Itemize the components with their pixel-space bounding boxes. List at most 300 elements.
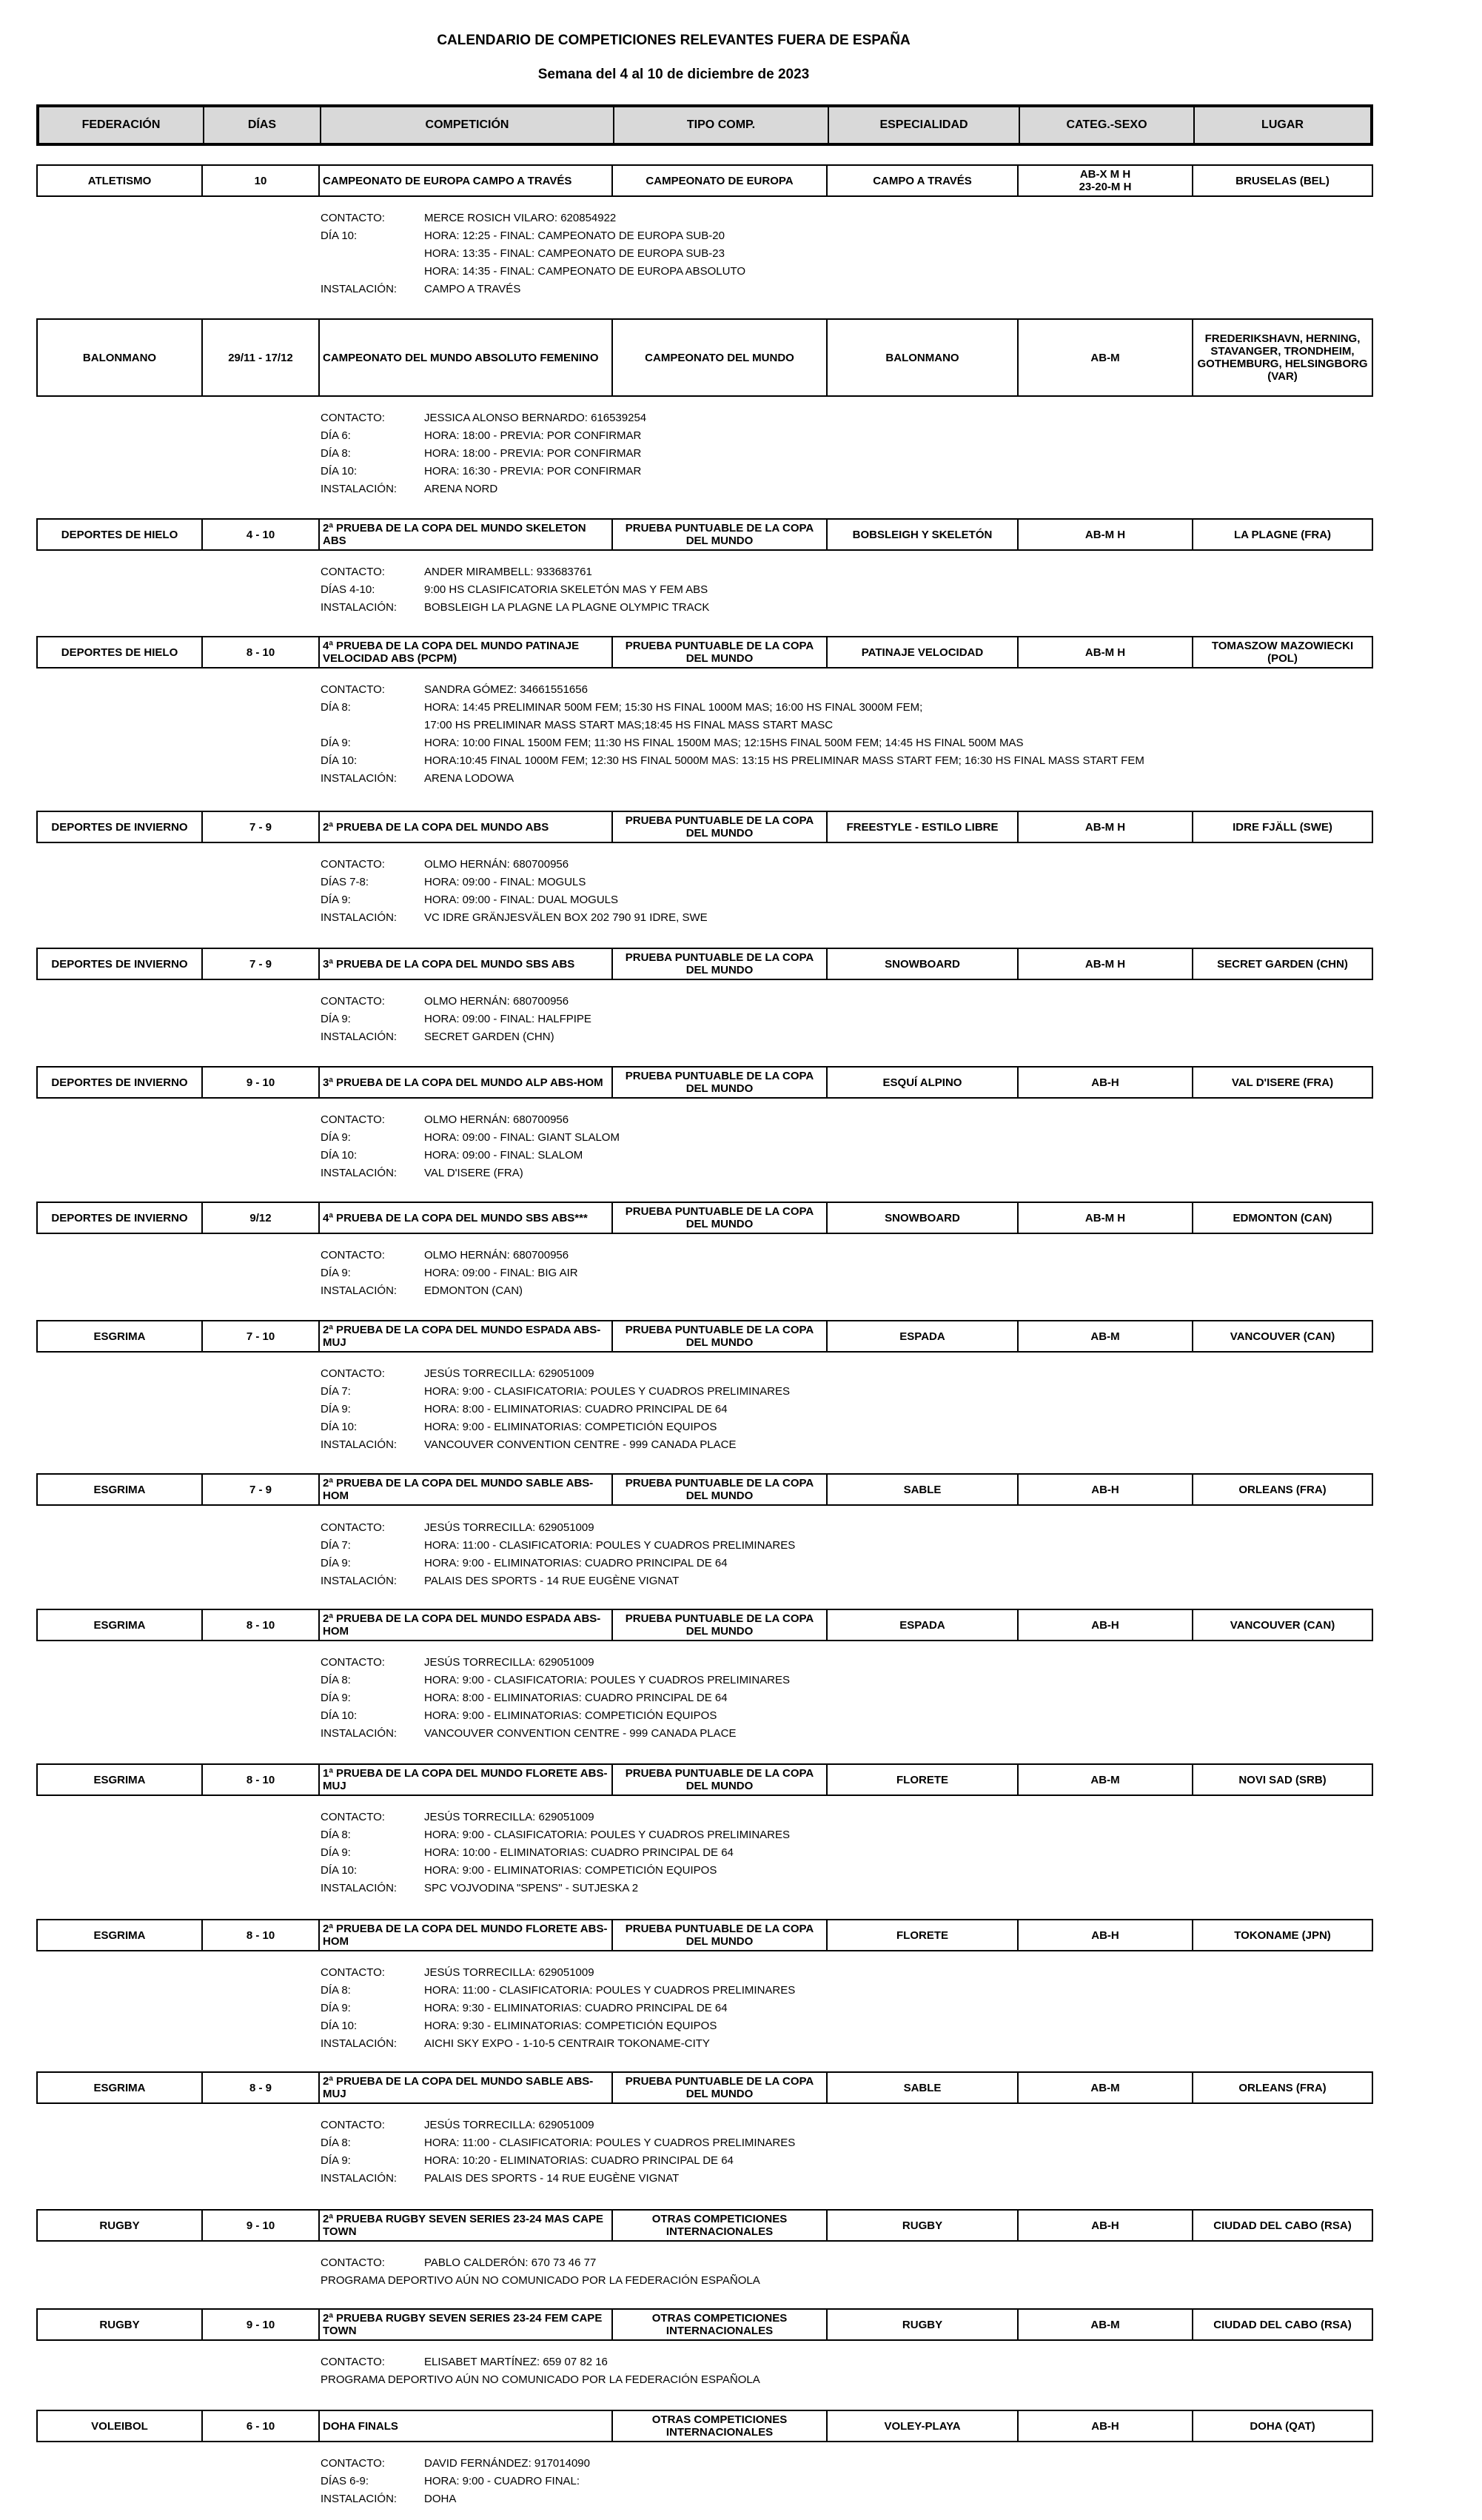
detail-line bbox=[321, 581, 709, 599]
cell-competicion: 4ª PRUEBA DE LA COPA DEL MUNDO PATINAJE VELOCIDAD ABS (PCPM) bbox=[320, 637, 613, 667]
cell-federacion: ATLETISMO bbox=[38, 166, 203, 195]
detail-value: HORA: 18:00 - PREVIA: POR CONFIRMAR bbox=[424, 429, 642, 442]
cell-categ: AB-H bbox=[1019, 1475, 1193, 1504]
header-dias: DÍAS bbox=[204, 107, 321, 143]
cell-especialidad: CAMPO A TRAVÉS bbox=[828, 166, 1019, 195]
cell-tipo: PRUEBA PUNTUABLE DE LA COPA DEL MUNDO bbox=[613, 1475, 828, 1504]
detail-label: DÍA 9: bbox=[321, 1403, 351, 1415]
detail-value: HORA: 10:00 FINAL 1500M FEM; 11:30 HS FINAL 1500M MAS; 12:15HS FINAL 500M FEM; 14:45 HS FINAL 500M MAS bbox=[424, 737, 1024, 749]
cell-lugar: VAL D'ISERE (FRA) bbox=[1231, 1076, 1334, 1089]
detail-value: JESÚS TORRECILLA: 629051009 bbox=[424, 1656, 594, 1669]
detail-value: JESÚS TORRECILLA: 629051009 bbox=[424, 1966, 594, 1979]
table-row bbox=[36, 636, 1373, 668]
cell-especialidad: ESQUÍ ALPINO bbox=[828, 1068, 1019, 1097]
cell-tipo: PRUEBA PUNTUABLE DE LA COPA DEL MUNDO bbox=[613, 637, 828, 667]
detail-label: CONTACTO: bbox=[321, 212, 385, 224]
detail-label: DÍAS 6-9: bbox=[321, 2475, 369, 2487]
detail-label: CONTACTO: bbox=[321, 858, 385, 871]
page-subtitle: Semana del 4 al 10 de diciembre de 2023 bbox=[537, 67, 810, 82]
detail-label: DÍA 10: bbox=[321, 754, 358, 767]
detail-line bbox=[321, 445, 646, 463]
detail-label: INSTALACIÓN: bbox=[321, 1438, 398, 1451]
event-details bbox=[321, 681, 1144, 788]
cell-especialidad: PATINAJE VELOCIDAD bbox=[828, 637, 1019, 667]
detail-line bbox=[321, 2170, 795, 2188]
detail-label: INSTALACIÓN: bbox=[321, 1167, 398, 1179]
cell-competicion: 2ª PRUEBA RUGBY SEVEN SERIES 23-24 MAS CAPE TOWN bbox=[320, 2211, 613, 2240]
detail-line bbox=[321, 2254, 760, 2272]
detail-label: DÍA 10: bbox=[321, 229, 358, 242]
detail-label: DÍA 9: bbox=[321, 1557, 351, 1569]
cell-tipo: PRUEBA PUNTUABLE DE LA COPA DEL MUNDO bbox=[613, 1765, 828, 1795]
detail-value: HORA: 9:00 - ELIMINATORIAS: COMPETICIÓN EQUIPOS bbox=[424, 1421, 717, 1433]
cell-dias: 7 - 9 bbox=[203, 1475, 320, 1504]
cell-federacion: ESGRIMA bbox=[38, 1920, 203, 1950]
event-details bbox=[321, 1365, 790, 1454]
cell-lugar: ORLEANS (FRA) bbox=[1238, 2081, 1327, 2094]
cell-tipo: CAMPEONATO DEL MUNDO bbox=[613, 320, 828, 395]
detail-value: VANCOUVER CONVENTION CENTRE - 999 CANADA PLACE bbox=[424, 1727, 737, 1740]
cell-competicion: 1ª PRUEBA DE LA COPA DEL MUNDO FLORETE ABS-MUJ bbox=[320, 1765, 613, 1795]
detail-label: INSTALACIÓN: bbox=[321, 772, 398, 785]
detail-label: CONTACTO: bbox=[321, 2256, 385, 2269]
detail-line bbox=[321, 2000, 795, 2017]
detail-value: HORA: 09:00 - FINAL: DUAL MOGULS bbox=[424, 894, 619, 906]
detail-value: HORA: 9:00 - ELIMINATORIAS: COMPETICIÓN EQUIPOS bbox=[424, 1864, 717, 1877]
detail-label: CONTACTO: bbox=[321, 2356, 385, 2368]
table-row bbox=[36, 2410, 1373, 2442]
detail-label: CONTACTO: bbox=[321, 412, 385, 424]
cell-especialidad: SABLE bbox=[828, 2073, 1019, 2102]
detail-line bbox=[321, 281, 745, 298]
detail-value: HORA: 9:30 - ELIMINATORIAS: COMPETICIÓN EQUIPOS bbox=[424, 2020, 717, 2032]
detail-line bbox=[321, 427, 646, 445]
detail-line bbox=[321, 1880, 790, 1897]
cell-categ: AB-H bbox=[1019, 1068, 1193, 1097]
detail-label: DÍA 8: bbox=[321, 1674, 351, 1686]
event-details bbox=[321, 2117, 795, 2188]
cell-tipo: PRUEBA PUNTUABLE DE LA COPA DEL MUNDO bbox=[613, 1920, 828, 1950]
detail-line bbox=[321, 909, 708, 927]
detail-label: DÍA 8: bbox=[321, 1829, 351, 1841]
event-details bbox=[321, 993, 591, 1046]
cell-tipo: PRUEBA PUNTUABLE DE LA COPA DEL MUNDO bbox=[613, 2073, 828, 2102]
cell-especialidad: FLORETE bbox=[828, 1765, 1019, 1795]
cell-lugar: TOKONAME (JPN) bbox=[1234, 1928, 1331, 1942]
cell-lugar: ORLEANS (FRA) bbox=[1238, 1483, 1327, 1496]
detail-value: HORA: 9:00 - CLASIFICATORIA: POULES Y CUADROS PRELIMINARES bbox=[424, 1674, 791, 1686]
detail-line bbox=[321, 1555, 795, 1572]
detail-label: DÍA 9: bbox=[321, 894, 351, 906]
cell-competicion: 2ª PRUEBA DE LA COPA DEL MUNDO ESPADA ABS-MUJ bbox=[320, 1321, 613, 1351]
cell-federacion: ESGRIMA bbox=[38, 1475, 203, 1504]
detail-label: CONTACTO: bbox=[321, 1966, 385, 1979]
detail-value: HORA: 11:00 - CLASIFICATORIA: POULES Y CUADROS PRELIMINARES bbox=[424, 1539, 796, 1552]
detail-label: DÍAS 7-8: bbox=[321, 876, 369, 888]
detail-label bbox=[321, 245, 424, 263]
detail-value: HORA: 09:00 - FINAL: SLALOM bbox=[424, 1149, 583, 1162]
cell-categ: AB-H bbox=[1019, 1920, 1193, 1950]
cell-lugar: NOVI SAD (SRB) bbox=[1238, 1773, 1327, 1786]
table-row bbox=[36, 318, 1373, 397]
detail-value: JESÚS TORRECILLA: 629051009 bbox=[424, 2119, 594, 2131]
event-details bbox=[321, 409, 646, 498]
detail-line bbox=[321, 699, 1144, 717]
cell-categ: AB-H bbox=[1019, 1610, 1193, 1640]
detail-line bbox=[321, 245, 745, 263]
detail-line bbox=[321, 2152, 795, 2170]
detail-value: PALAIS DES SPORTS - 14 RUE EUGÈNE VIGNAT bbox=[424, 2172, 680, 2185]
detail-value: HORA: 9:00 - CUADRO FINAL: bbox=[424, 2475, 580, 2487]
cell-especialidad: FREESTYLE - ESTILO LIBRE bbox=[828, 812, 1019, 842]
detail-value: CAMPO A TRAVÉS bbox=[424, 283, 521, 295]
detail-line bbox=[321, 210, 745, 227]
detail-value: OLMO HERNÁN: 680700956 bbox=[424, 995, 569, 1008]
table-row bbox=[36, 948, 1373, 980]
detail-value: HORA: 9:00 - CLASIFICATORIA: POULES Y CUADROS PRELIMINARES bbox=[424, 1385, 791, 1398]
detail-value: HORA:10:45 FINAL 1000M FEM; 12:30 HS FINAL 5000M MAS: 13:15 HS PRELIMINAR MASS START FEM; 16:30 HS FINAL MASS START FEM bbox=[424, 754, 1144, 767]
detail-line bbox=[321, 2117, 795, 2134]
cell-competicion: 3ª PRUEBA DE LA COPA DEL MUNDO SBS ABS bbox=[320, 949, 613, 979]
detail-line bbox=[321, 1111, 620, 1129]
detail-value: HORA: 12:25 - FINAL: CAMPEONATO DE EUROPA SUB-20 bbox=[424, 229, 725, 242]
detail-label: DÍA 9: bbox=[321, 1692, 351, 1704]
cell-dias: 8 - 10 bbox=[203, 1610, 320, 1640]
detail-line bbox=[321, 263, 745, 281]
detail-line bbox=[321, 1365, 790, 1383]
detail-label: CONTACTO: bbox=[321, 566, 385, 578]
detail-label: DÍA 10: bbox=[321, 1421, 358, 1433]
cell-categ: AB-M H bbox=[1019, 1203, 1193, 1233]
detail-value: ELISABET MARTÍNEZ: 659 07 82 16 bbox=[424, 2356, 608, 2368]
detail-line bbox=[321, 874, 708, 891]
cell-federacion: DEPORTES DE HIELO bbox=[38, 637, 203, 667]
table-row bbox=[36, 2308, 1373, 2341]
cell-tipo: PRUEBA PUNTUABLE DE LA COPA DEL MUNDO bbox=[613, 520, 828, 549]
cell-lugar: VANCOUVER (CAN) bbox=[1230, 1618, 1335, 1632]
detail-line bbox=[321, 1418, 790, 1436]
detail-line bbox=[321, 227, 745, 245]
detail-value: PABLO CALDERÓN: 670 73 46 77 bbox=[424, 2256, 597, 2269]
cell-categ: AB-H bbox=[1019, 2211, 1193, 2240]
table-row bbox=[36, 1066, 1373, 1099]
detail-line bbox=[321, 1654, 790, 1672]
detail-label: INSTALACIÓN: bbox=[321, 1031, 398, 1043]
detail-value: HORA: 8:00 - ELIMINATORIAS: CUADRO PRINCIPAL DE 64 bbox=[424, 1403, 728, 1415]
detail-label: CONTACTO: bbox=[321, 2119, 385, 2131]
detail-label: INSTALACIÓN: bbox=[321, 283, 398, 295]
cell-federacion: RUGBY bbox=[38, 2310, 203, 2339]
detail-label: CONTACTO: bbox=[321, 1367, 385, 1380]
cell-federacion: ESGRIMA bbox=[38, 1610, 203, 1640]
event-details bbox=[321, 1247, 578, 1300]
cell-federacion: DEPORTES DE INVIERNO bbox=[38, 1203, 203, 1233]
cell-dias: 29/11 - 17/12 bbox=[203, 320, 320, 395]
detail-label: DÍA 8: bbox=[321, 1984, 351, 1997]
detail-value: HORA: 09:00 - FINAL: GIANT SLALOM bbox=[424, 1131, 620, 1144]
detail-value: SECRET GARDEN (CHN) bbox=[424, 1031, 554, 1043]
header-especialidad: ESPECIALIDAD bbox=[829, 107, 1020, 143]
cell-dias: 4 - 10 bbox=[203, 520, 320, 549]
detail-line bbox=[321, 1247, 578, 1264]
cell-dias: 9 - 10 bbox=[203, 2211, 320, 2240]
header-lugar: LUGAR bbox=[1261, 118, 1304, 131]
cell-especialidad: SNOWBOARD bbox=[828, 949, 1019, 979]
event-details bbox=[321, 210, 745, 298]
detail-line bbox=[321, 1844, 790, 1862]
detail-line bbox=[321, 891, 708, 909]
detail-value: DOHA bbox=[424, 2493, 457, 2505]
cell-lugar: DOHA (QAT) bbox=[1250, 2419, 1315, 2433]
detail-line bbox=[321, 1383, 790, 1401]
header-categ: CATEG.-SEXO bbox=[1020, 107, 1195, 143]
detail-line bbox=[321, 1011, 591, 1028]
cell-federacion: DEPORTES DE INVIERNO bbox=[38, 812, 203, 842]
detail-label: DÍAS 4-10: bbox=[321, 583, 375, 596]
detail-value: HORA: 16:30 - PREVIA: POR CONFIRMAR bbox=[424, 465, 642, 477]
cell-categ: AB-M H bbox=[1019, 520, 1193, 549]
detail-label bbox=[321, 263, 424, 281]
cell-dias: 7 - 9 bbox=[203, 812, 320, 842]
detail-value: EDMONTON (CAN) bbox=[424, 1284, 523, 1297]
detail-line bbox=[321, 2134, 795, 2152]
cell-federacion: ESGRIMA bbox=[38, 1321, 203, 1351]
event-details bbox=[321, 1111, 620, 1182]
cell-lugar: BRUSELAS (BEL) bbox=[1235, 174, 1330, 187]
cell-tipo: PRUEBA PUNTUABLE DE LA COPA DEL MUNDO bbox=[613, 949, 828, 979]
detail-label: INSTALACIÓN: bbox=[321, 1575, 398, 1587]
table-header bbox=[36, 104, 1373, 146]
detail-line bbox=[321, 1519, 795, 1537]
detail-line bbox=[321, 1707, 790, 1725]
detail-value: MERCE ROSICH VILARO: 620854922 bbox=[424, 212, 617, 224]
table-row bbox=[36, 2071, 1373, 2104]
detail-value: PROGRAMA DEPORTIVO AÚN NO COMUNICADO POR LA FEDERACIÓN ESPAÑOLA bbox=[321, 2274, 760, 2287]
detail-value: OLMO HERNÁN: 680700956 bbox=[424, 1249, 569, 1261]
cell-especialidad: VOLEY-PLAYA bbox=[828, 2411, 1019, 2441]
detail-value: HORA: 13:35 - FINAL: CAMPEONATO DE EUROPA SUB-23 bbox=[424, 247, 725, 260]
cell-especialidad: FLORETE bbox=[828, 1920, 1019, 1950]
detail-value: HORA: 11:00 - CLASIFICATORIA: POULES Y CUADROS PRELIMINARES bbox=[424, 2137, 796, 2149]
header-federacion: FEDERACIÓN bbox=[39, 107, 204, 143]
detail-value: JESSICA ALONSO BERNARDO: 616539254 bbox=[424, 412, 647, 424]
detail-line bbox=[321, 1725, 790, 1743]
detail-value: HORA: 10:20 - ELIMINATORIAS: CUADRO PRINCIPAL DE 64 bbox=[424, 2154, 734, 2167]
detail-value: HORA: 9:30 - ELIMINATORIAS: CUADRO PRINCIPAL DE 64 bbox=[424, 2002, 728, 2014]
detail-line bbox=[321, 563, 709, 581]
header-tipo: TIPO COMP. bbox=[614, 107, 829, 143]
detail-value: ANDER MIRAMBELL: 933683761 bbox=[424, 566, 592, 578]
cell-federacion: VOLEIBOL bbox=[38, 2411, 203, 2441]
detail-label: CONTACTO: bbox=[321, 1811, 385, 1823]
detail-value: HORA: 14:45 PRELIMINAR 500M FEM; 15:30 HS FINAL 1000M MAS; 16:00 HS FINAL 3000M FEM; bbox=[424, 701, 923, 714]
detail-line bbox=[321, 1964, 795, 1982]
detail-line bbox=[321, 1537, 795, 1555]
detail-label: INSTALACIÓN: bbox=[321, 1284, 398, 1297]
detail-line bbox=[321, 856, 708, 874]
table-row bbox=[36, 811, 1373, 843]
table-row bbox=[36, 1609, 1373, 1641]
cell-categ: AB-X M H 23-20-M H bbox=[1019, 166, 1193, 195]
detail-line bbox=[321, 2473, 590, 2490]
table-row bbox=[36, 1473, 1373, 1506]
cell-especialidad: RUGBY bbox=[828, 2310, 1019, 2339]
cell-dias: 8 - 10 bbox=[203, 1765, 320, 1795]
detail-label: DÍA 9: bbox=[321, 737, 351, 749]
detail-value: HORA: 9:00 - ELIMINATORIAS: COMPETICIÓN EQUIPOS bbox=[424, 1709, 717, 1722]
detail-label: DÍA 10: bbox=[321, 1864, 358, 1877]
detail-line bbox=[321, 2017, 795, 2035]
detail-line bbox=[321, 1809, 790, 1826]
detail-label: DÍA 8: bbox=[321, 701, 351, 714]
detail-line bbox=[321, 1689, 790, 1707]
cell-tipo: PRUEBA PUNTUABLE DE LA COPA DEL MUNDO bbox=[613, 1321, 828, 1351]
detail-line bbox=[321, 1672, 790, 1689]
detail-line bbox=[321, 993, 591, 1011]
cell-dias: 6 - 10 bbox=[203, 2411, 320, 2441]
detail-label: DÍA 6: bbox=[321, 429, 351, 442]
header-competicion: COMPETICIÓN bbox=[321, 107, 614, 143]
cell-dias: 8 - 9 bbox=[203, 2073, 320, 2102]
detail-label: DÍA 10: bbox=[321, 2020, 358, 2032]
cell-dias: 8 - 10 bbox=[203, 1920, 320, 1950]
detail-value: ARENA NORD bbox=[424, 483, 498, 495]
cell-especialidad: ESPADA bbox=[828, 1321, 1019, 1351]
detail-value: JESÚS TORRECILLA: 629051009 bbox=[424, 1367, 594, 1380]
detail-line bbox=[321, 480, 646, 498]
detail-value: OLMO HERNÁN: 680700956 bbox=[424, 1113, 569, 1126]
detail-label: DÍA 10: bbox=[321, 465, 358, 477]
table-row bbox=[36, 1919, 1373, 1951]
detail-label: DÍA 10: bbox=[321, 1149, 358, 1162]
cell-lugar: CIUDAD DEL CABO (RSA) bbox=[1213, 2318, 1352, 2331]
cell-federacion: ESGRIMA bbox=[38, 1765, 203, 1795]
detail-value: PALAIS DES SPORTS - 14 RUE EUGÈNE VIGNAT bbox=[424, 1575, 680, 1587]
event-details bbox=[321, 1654, 790, 1743]
event-details bbox=[321, 1809, 790, 1897]
detail-value: AICHI SKY EXPO - 1-10-5 CENTRAIR TOKONAME-CITY bbox=[424, 2037, 710, 2050]
detail-label: DÍA 7: bbox=[321, 1539, 351, 1552]
detail-value: SPC VOJVODINA "SPENS" - SUTJESKA 2 bbox=[424, 1882, 639, 1894]
detail-label: DÍA 9: bbox=[321, 2002, 351, 2014]
cell-dias: 7 - 9 bbox=[203, 949, 320, 979]
detail-value: SANDRA GÓMEZ: 34661551656 bbox=[424, 683, 588, 696]
cell-competicion: 2ª PRUEBA RUGBY SEVEN SERIES 23-24 FEM CAPE TOWN bbox=[320, 2310, 613, 2339]
detail-line bbox=[321, 717, 1144, 734]
cell-especialidad: SNOWBOARD bbox=[828, 1203, 1019, 1233]
detail-value: JESÚS TORRECILLA: 629051009 bbox=[424, 1811, 594, 1823]
detail-line bbox=[321, 681, 1144, 699]
detail-value: BOBSLEIGH LA PLAGNE LA PLAGNE OLYMPIC TRACK bbox=[424, 601, 710, 614]
cell-competicion: 2ª PRUEBA DE LA COPA DEL MUNDO ABS bbox=[320, 812, 613, 842]
table-row bbox=[36, 164, 1373, 197]
cell-lugar: EDMONTON (CAN) bbox=[1233, 1211, 1332, 1224]
detail-line bbox=[321, 409, 646, 427]
event-details bbox=[321, 1519, 795, 1590]
detail-line bbox=[321, 1129, 620, 1147]
detail-value: PROGRAMA DEPORTIVO AÚN NO COMUNICADO POR LA FEDERACIÓN ESPAÑOLA bbox=[321, 2373, 760, 2386]
cell-competicion: CAMPEONATO DE EUROPA CAMPO A TRAVÉS bbox=[320, 166, 613, 195]
detail-line bbox=[321, 2353, 760, 2371]
cell-especialidad: ESPADA bbox=[828, 1610, 1019, 1640]
event-details bbox=[321, 2455, 590, 2508]
detail-value: HORA: 10:00 - ELIMINATORIAS: CUADRO PRINCIPAL DE 64 bbox=[424, 1846, 734, 1859]
detail-line bbox=[321, 1826, 790, 1844]
detail-value: HORA: 9:00 - ELIMINATORIAS: CUADRO PRINCIPAL DE 64 bbox=[424, 1557, 728, 1569]
event-details bbox=[321, 1964, 795, 2053]
detail-label: INSTALACIÓN: bbox=[321, 2172, 398, 2185]
detail-label: DÍA 10: bbox=[321, 1709, 358, 1722]
detail-line bbox=[321, 1264, 578, 1282]
detail-line bbox=[321, 2371, 760, 2389]
cell-dias: 9 - 10 bbox=[203, 2310, 320, 2339]
cell-especialidad: BOBSLEIGH Y SKELETÓN bbox=[828, 520, 1019, 549]
detail-label: CONTACTO: bbox=[321, 1113, 385, 1126]
cell-especialidad: RUGBY bbox=[828, 2211, 1019, 2240]
detail-value: HORA: 11:00 - CLASIFICATORIA: POULES Y CUADROS PRELIMINARES bbox=[424, 1984, 796, 1997]
detail-value: ARENA LODOWA bbox=[424, 772, 514, 785]
detail-label: CONTACTO: bbox=[321, 683, 385, 696]
detail-line bbox=[321, 1436, 790, 1454]
detail-value: JESÚS TORRECILLA: 629051009 bbox=[424, 1521, 594, 1534]
cell-competicion: 2ª PRUEBA DE LA COPA DEL MUNDO SKELETON ABS bbox=[320, 520, 613, 549]
detail-label: DÍA 8: bbox=[321, 447, 351, 460]
detail-value: HORA: 9:00 - CLASIFICATORIA: POULES Y CUADROS PRELIMINARES bbox=[424, 1829, 791, 1841]
detail-line bbox=[321, 1401, 790, 1418]
cell-competicion: 2ª PRUEBA DE LA COPA DEL MUNDO ESPADA ABS-HOM bbox=[320, 1610, 613, 1640]
cell-federacion: DEPORTES DE HIELO bbox=[38, 520, 203, 549]
cell-dias: 9/12 bbox=[203, 1203, 320, 1233]
cell-tipo: CAMPEONATO DE EUROPA bbox=[613, 166, 828, 195]
cell-tipo: OTRAS COMPETICIONES INTERNACIONALES bbox=[613, 2211, 828, 2240]
cell-lugar: FREDERIKSHAVN, HERNING, STAVANGER, TRONDHEIM, GOTHEMBURG, HELSINGBORG (VAR) bbox=[1197, 332, 1368, 383]
detail-value: VAL D'ISERE (FRA) bbox=[424, 1167, 523, 1179]
detail-label: INSTALACIÓN: bbox=[321, 483, 398, 495]
cell-competicion: 3ª PRUEBA DE LA COPA DEL MUNDO ALP ABS-HOM bbox=[320, 1068, 613, 1097]
detail-label: DÍA 9: bbox=[321, 1267, 351, 1279]
cell-competicion: 4ª PRUEBA DE LA COPA DEL MUNDO SBS ABS*** bbox=[320, 1203, 613, 1233]
detail-line bbox=[321, 2272, 760, 2290]
event-details bbox=[321, 2353, 760, 2389]
detail-line bbox=[321, 770, 1144, 788]
table-row bbox=[36, 518, 1373, 551]
table-row bbox=[36, 1202, 1373, 1234]
page-title: CALENDARIO DE COMPETICIONES RELEVANTES FUERA DE ESPAÑA bbox=[437, 33, 911, 48]
cell-categ: AB-M H bbox=[1019, 812, 1193, 842]
detail-value: VANCOUVER CONVENTION CENTRE - 999 CANADA PLACE bbox=[424, 1438, 737, 1451]
detail-line bbox=[321, 463, 646, 480]
table-row bbox=[36, 2209, 1373, 2242]
detail-label: CONTACTO: bbox=[321, 995, 385, 1008]
detail-line bbox=[321, 1028, 591, 1046]
cell-categ: AB-M bbox=[1019, 1321, 1193, 1351]
detail-value: 17:00 HS PRELIMINAR MASS START MAS;18:45 HS FINAL MASS START MASC bbox=[424, 719, 834, 731]
cell-competicion: DOHA FINALS bbox=[320, 2411, 613, 2441]
detail-value: OLMO HERNÁN: 680700956 bbox=[424, 858, 569, 871]
detail-label: CONTACTO: bbox=[321, 1521, 385, 1534]
detail-line bbox=[321, 2455, 590, 2473]
cell-categ: AB-M bbox=[1019, 1765, 1193, 1795]
cell-lugar: SECRET GARDEN (CHN) bbox=[1217, 957, 1348, 971]
cell-federacion: DEPORTES DE INVIERNO bbox=[38, 949, 203, 979]
cell-lugar: IDRE FJÄLL (SWE) bbox=[1233, 820, 1332, 834]
detail-label: DÍA 8: bbox=[321, 2137, 351, 2149]
table-row bbox=[36, 1763, 1373, 1796]
detail-line bbox=[321, 2035, 795, 2053]
cell-federacion: RUGBY bbox=[38, 2211, 203, 2240]
detail-label: INSTALACIÓN: bbox=[321, 1882, 398, 1894]
cell-lugar: CIUDAD DEL CABO (RSA) bbox=[1213, 2219, 1352, 2232]
